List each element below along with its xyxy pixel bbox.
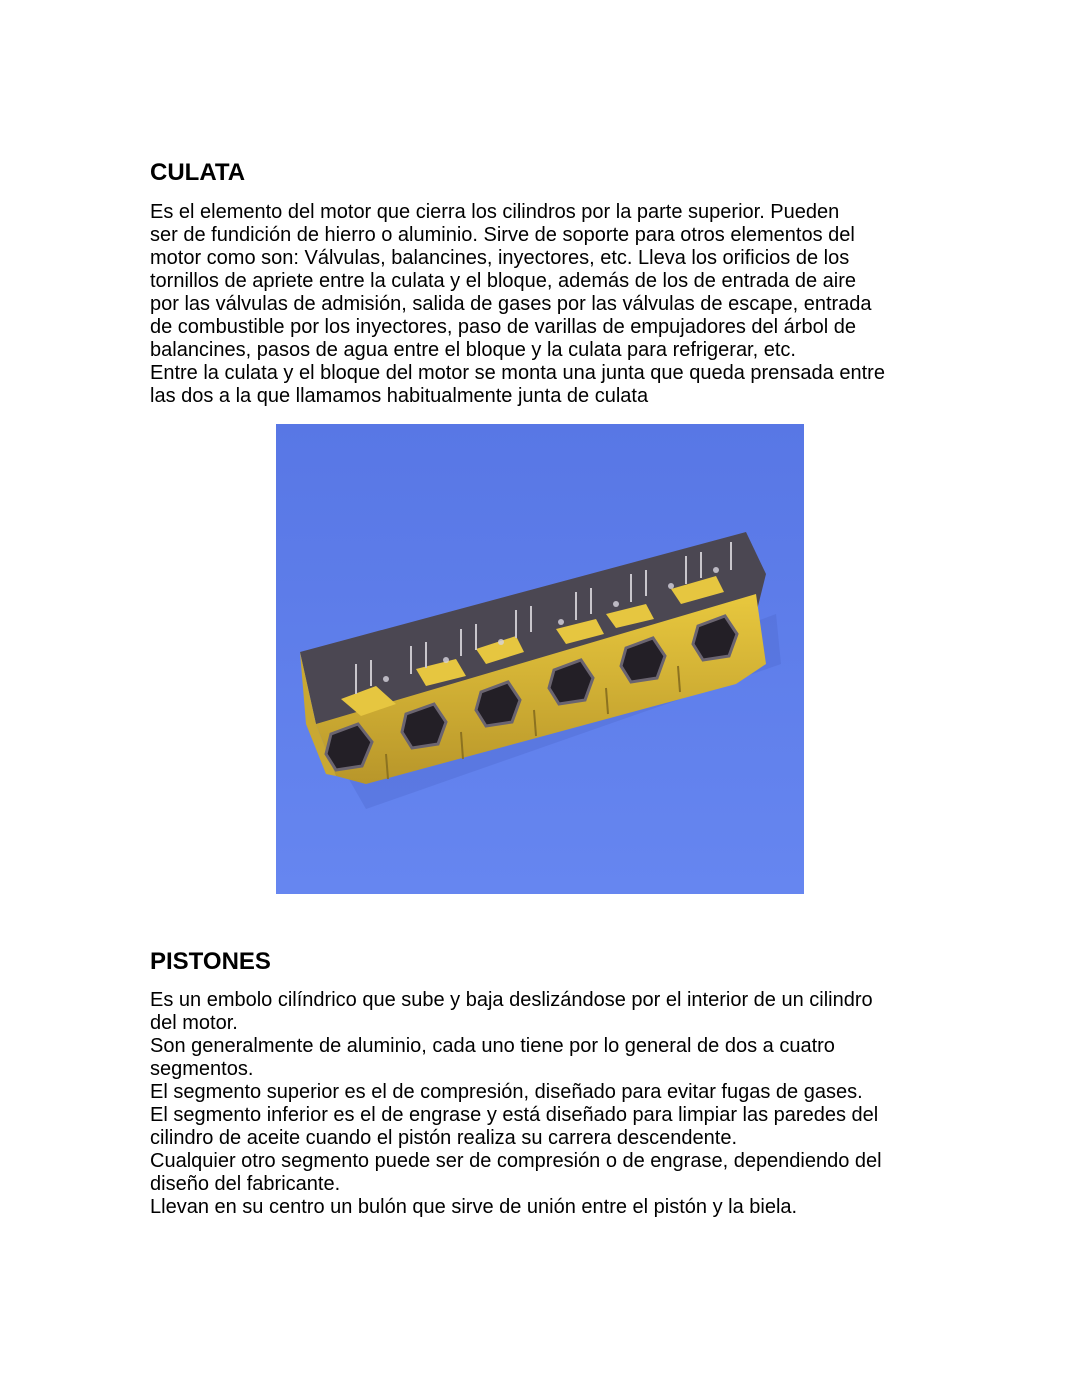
text-line: segmentos.: [150, 1058, 254, 1080]
text-line: El segmento superior es el de compresión, diseñado para evitar fugas de gases.: [150, 1081, 863, 1103]
text-line: Es un embolo cilíndrico que sube y baja deslizándose por el interior de un cilindro: [150, 989, 873, 1011]
text-line: diseño del fabricante.: [150, 1173, 341, 1195]
text-line: Cualquier otro segmento puede ser de compresión o de engrase, dependiendo del: [150, 1150, 882, 1172]
cylinder-head-image: [276, 424, 804, 894]
text-line: motor como son: Válvulas, balancines, inyectores, etc. Lleva los orificios de los: [150, 247, 850, 269]
text-line: de combustible por los inyectores, paso de varillas de empujadores del árbol de: [150, 316, 856, 338]
text-line: balancines, pasos de agua entre el bloque y la culata para refrigerar, etc.: [150, 339, 796, 361]
text-line: Entre la culata y el bloque del motor se monta una junta que queda prensada entre: [150, 362, 885, 384]
cylinder-head-illustration: [276, 424, 804, 894]
text-line: cilindro de aceite cuando el pistón realiza su carrera descendente.: [150, 1127, 738, 1149]
section-title-pistones: PISTONES: [150, 948, 271, 975]
text-line: tornillos de apriete entre la culata y el bloque, además de los de entrada de aire: [150, 270, 857, 292]
section-title-culata: CULATA: [150, 159, 246, 186]
culata-paragraph: [150, 201, 950, 408]
text-line: por las válvulas de admisión, salida de gases por las válvulas de escape, entrada: [150, 293, 872, 315]
text-line: del motor.: [150, 1012, 238, 1034]
text-line: El segmento inferior es el de engrase y está diseñado para limpiar las paredes del: [150, 1104, 879, 1126]
text-line: las dos a la que llamamos habitualmente junta de culata: [150, 385, 649, 407]
pistones-paragraph: [150, 989, 950, 1219]
text-line: ser de fundición de hierro o aluminio. Sirve de soporte para otros elementos del: [150, 224, 855, 246]
text-line: Es el elemento del motor que cierra los cilindros por la parte superior. Pueden: [150, 201, 840, 223]
text-line: Llevan en su centro un bulón que sirve de unión entre el pistón y la biela.: [150, 1196, 798, 1218]
text-line: Son generalmente de aluminio, cada uno tiene por lo general de dos a cuatro: [150, 1035, 835, 1057]
